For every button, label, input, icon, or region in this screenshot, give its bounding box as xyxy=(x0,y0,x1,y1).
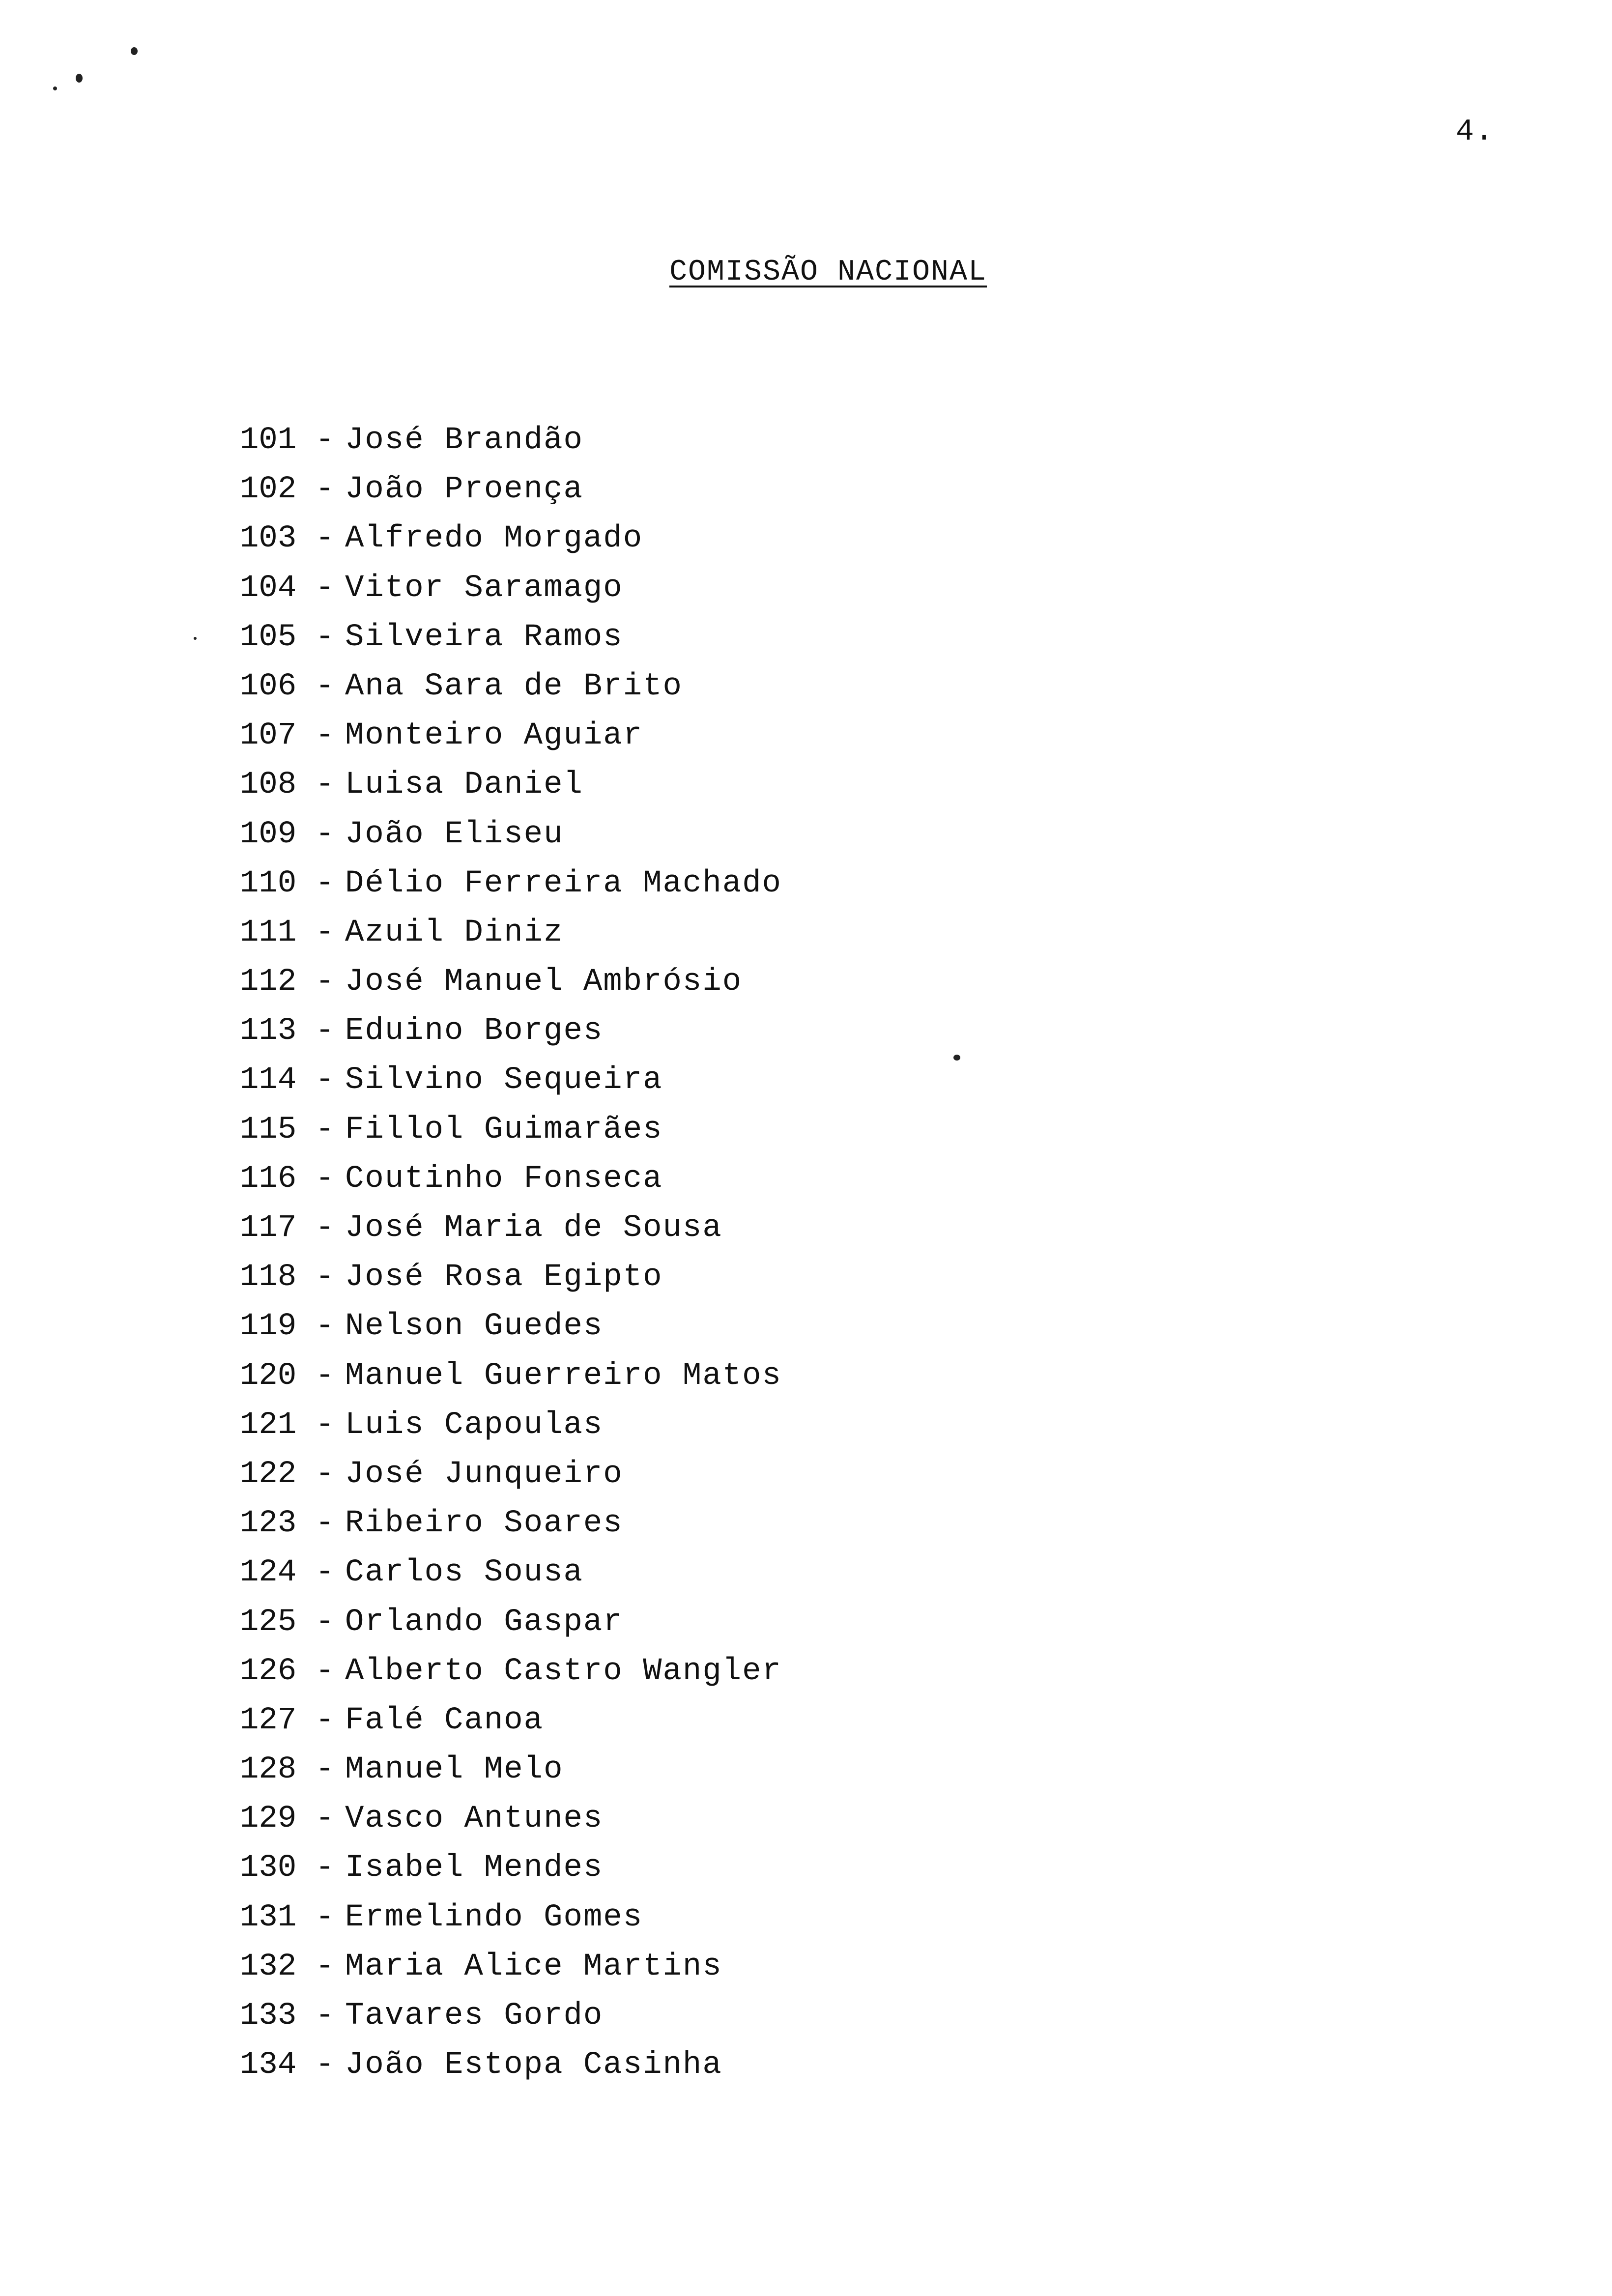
list-item xyxy=(240,810,782,859)
list-item xyxy=(240,1154,782,1204)
list-item xyxy=(240,465,782,514)
member-name: Manuel Melo xyxy=(345,1752,564,1788)
list-item xyxy=(240,1401,782,1450)
separator-dash: - xyxy=(315,816,335,852)
member-number: 105 xyxy=(240,619,297,655)
member-name: Délio Ferreira Machado xyxy=(345,865,782,901)
list-item xyxy=(240,1794,782,1843)
separator-dash: - xyxy=(315,619,335,655)
member-number: 113 xyxy=(240,1013,297,1049)
member-name: José Maria de Sousa xyxy=(345,1210,722,1246)
member-number: 128 xyxy=(240,1752,297,1788)
list-item xyxy=(240,1056,782,1105)
member-name: Ribeiro Soares xyxy=(345,1506,623,1542)
scan-speck xyxy=(53,86,57,90)
separator-dash: - xyxy=(315,1752,335,1788)
list-item xyxy=(240,1942,782,1991)
scan-speck xyxy=(76,74,83,83)
member-name: Monteiro Aguiar xyxy=(345,718,643,754)
list-item xyxy=(240,1893,782,1942)
member-name: Fillol Guimarães xyxy=(345,1112,663,1148)
member-name: João Eliseu xyxy=(345,816,564,852)
separator-dash: - xyxy=(315,1604,335,1640)
separator-dash: - xyxy=(315,1998,335,2034)
member-name: Alfredo Morgado xyxy=(345,521,643,557)
member-name: Luis Capoulas xyxy=(345,1407,604,1443)
member-number: 106 xyxy=(240,668,297,704)
member-name: Nelson Guedes xyxy=(345,1309,604,1345)
member-name: Eduino Borges xyxy=(345,1013,604,1049)
member-name: Tavares Gordo xyxy=(345,1998,604,2034)
member-number: 101 xyxy=(240,423,297,458)
list-item xyxy=(240,1204,782,1253)
member-number: 122 xyxy=(240,1456,297,1492)
member-number: 131 xyxy=(240,1899,297,1935)
member-number: 112 xyxy=(240,964,297,1000)
list-item xyxy=(240,1647,782,1696)
member-number: 115 xyxy=(240,1112,297,1148)
separator-dash: - xyxy=(315,668,335,704)
member-number: 124 xyxy=(240,1555,297,1591)
list-item xyxy=(240,416,782,465)
member-number: 117 xyxy=(240,1210,297,1246)
list-item xyxy=(240,1696,782,1745)
member-name: José Junqueiro xyxy=(345,1456,623,1492)
separator-dash: - xyxy=(315,472,335,508)
scan-speck xyxy=(194,637,197,640)
member-number: 127 xyxy=(240,1702,297,1738)
member-number: 108 xyxy=(240,767,297,803)
scan-speck xyxy=(953,1055,960,1061)
member-name: Ermelindo Gomes xyxy=(345,1899,643,1935)
separator-dash: - xyxy=(315,1702,335,1738)
separator-dash: - xyxy=(315,1899,335,1935)
list-item xyxy=(240,514,782,563)
member-name: Orlando Gaspar xyxy=(345,1604,623,1640)
separator-dash: - xyxy=(315,423,335,458)
list-item xyxy=(240,1006,782,1056)
member-number: 132 xyxy=(240,1949,297,1984)
member-name: Vasco Antunes xyxy=(345,1801,604,1837)
list-item xyxy=(240,859,782,908)
member-number: 109 xyxy=(240,816,297,852)
separator-dash: - xyxy=(315,1112,335,1148)
separator-dash: - xyxy=(315,1850,335,1886)
separator-dash: - xyxy=(315,964,335,1000)
separator-dash: - xyxy=(315,1456,335,1492)
member-name: Azuil Diniz xyxy=(345,915,564,950)
member-name: João Proença xyxy=(345,472,583,508)
member-name: Isabel Mendes xyxy=(345,1850,604,1886)
member-name: Maria Alice Martins xyxy=(345,1949,722,1984)
document-title: COMISSÃO NACIONAL xyxy=(669,256,987,289)
member-name: Vitor Saramago xyxy=(345,570,623,606)
list-item xyxy=(240,711,782,760)
member-number: 134 xyxy=(240,2047,297,2083)
member-name: Silvino Sequeira xyxy=(345,1062,663,1098)
list-item xyxy=(240,1302,782,1351)
list-item xyxy=(240,2040,782,2090)
separator-dash: - xyxy=(315,718,335,754)
separator-dash: - xyxy=(315,1506,335,1542)
member-name: Falé Canoa xyxy=(345,1702,544,1738)
member-number: 111 xyxy=(240,915,297,950)
list-item xyxy=(240,760,782,809)
list-item xyxy=(240,1499,782,1548)
member-number: 110 xyxy=(240,865,297,901)
member-number: 114 xyxy=(240,1062,297,1098)
member-name: Silveira Ramos xyxy=(345,619,623,655)
document-title-wrapper xyxy=(0,256,1612,289)
separator-dash: - xyxy=(315,915,335,950)
member-number: 123 xyxy=(240,1506,297,1542)
list-item xyxy=(240,662,782,711)
member-number: 103 xyxy=(240,521,297,557)
page-number: 4. xyxy=(1456,114,1495,149)
list-item xyxy=(240,1745,782,1794)
separator-dash: - xyxy=(315,865,335,901)
separator-dash: - xyxy=(315,1210,335,1246)
member-name: Alberto Castro Wangler xyxy=(345,1653,782,1689)
member-number: 116 xyxy=(240,1161,297,1197)
member-number: 129 xyxy=(240,1801,297,1837)
separator-dash: - xyxy=(315,570,335,606)
member-name: José Brandão xyxy=(345,423,583,458)
member-name: João Estopa Casinha xyxy=(345,2047,722,2083)
member-number: 104 xyxy=(240,570,297,606)
list-item xyxy=(240,1450,782,1499)
member-name: Ana Sara de Brito xyxy=(345,668,683,704)
separator-dash: - xyxy=(315,521,335,557)
separator-dash: - xyxy=(315,1949,335,1984)
separator-dash: - xyxy=(315,1260,335,1295)
separator-dash: - xyxy=(315,1801,335,1837)
separator-dash: - xyxy=(315,1653,335,1689)
member-number: 133 xyxy=(240,1998,297,2034)
list-item xyxy=(240,1105,782,1154)
separator-dash: - xyxy=(315,1309,335,1345)
separator-dash: - xyxy=(315,1358,335,1394)
separator-dash: - xyxy=(315,1161,335,1197)
list-item xyxy=(240,1843,782,1893)
member-number: 102 xyxy=(240,472,297,508)
separator-dash: - xyxy=(315,1013,335,1049)
member-number: 107 xyxy=(240,718,297,754)
member-name: José Manuel Ambrósio xyxy=(345,964,743,1000)
member-name: José Rosa Egipto xyxy=(345,1260,663,1295)
member-number: 118 xyxy=(240,1260,297,1295)
list-item xyxy=(240,1598,782,1647)
member-number: 125 xyxy=(240,1604,297,1640)
list-item xyxy=(240,613,782,662)
list-item xyxy=(240,908,782,957)
member-number: 130 xyxy=(240,1850,297,1886)
list-item xyxy=(240,1548,782,1597)
list-item xyxy=(240,564,782,613)
member-name: Manuel Guerreiro Matos xyxy=(345,1358,782,1394)
member-number: 119 xyxy=(240,1309,297,1345)
separator-dash: - xyxy=(315,1062,335,1098)
member-name: Coutinho Fonseca xyxy=(345,1161,663,1197)
separator-dash: - xyxy=(315,2047,335,2083)
separator-dash: - xyxy=(315,767,335,803)
list-item xyxy=(240,1991,782,2040)
member-name: Carlos Sousa xyxy=(345,1555,583,1591)
member-list xyxy=(240,416,782,2090)
list-item xyxy=(240,1351,782,1401)
list-item xyxy=(240,957,782,1006)
separator-dash: - xyxy=(315,1555,335,1591)
member-number: 120 xyxy=(240,1358,297,1394)
member-number: 126 xyxy=(240,1653,297,1689)
member-number: 121 xyxy=(240,1407,297,1443)
scan-speck xyxy=(131,47,138,55)
separator-dash: - xyxy=(315,1407,335,1443)
list-item xyxy=(240,1253,782,1302)
member-name: Luisa Daniel xyxy=(345,767,583,803)
